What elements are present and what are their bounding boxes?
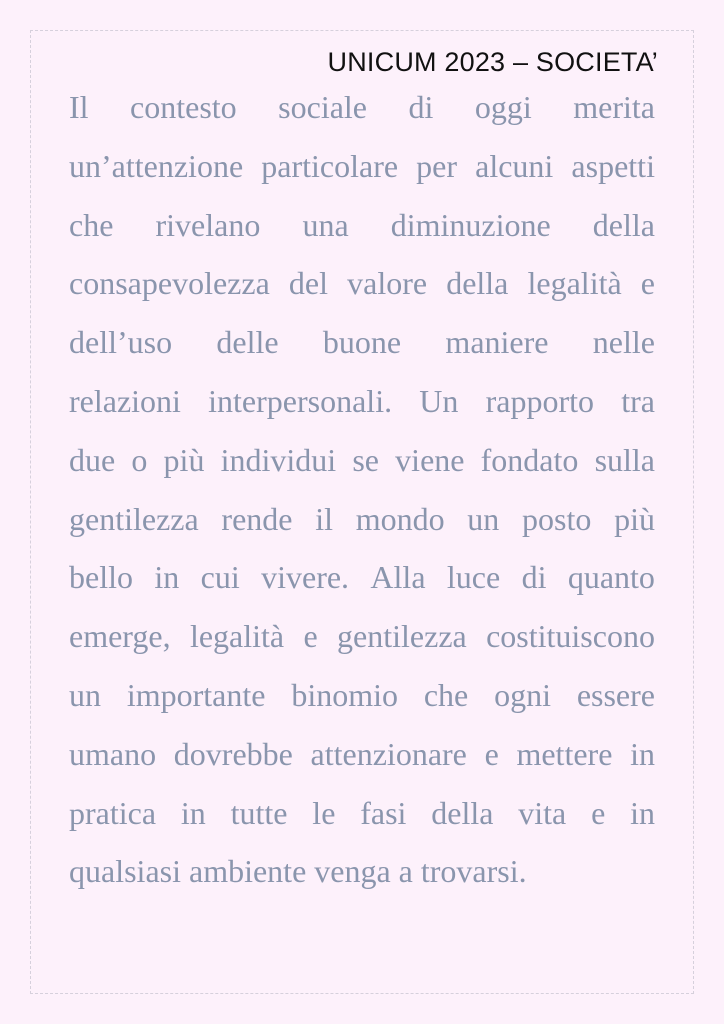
word: un bbox=[467, 500, 500, 537]
word: gentilezza bbox=[337, 618, 467, 655]
word: rivelano bbox=[155, 206, 261, 243]
word: fasi bbox=[360, 794, 407, 831]
word: fondato bbox=[480, 441, 579, 478]
paragraph-line bbox=[69, 548, 655, 607]
page-header-title: UNICUM 2023 – SOCIETA’ bbox=[327, 47, 658, 77]
word: alcuni bbox=[475, 147, 554, 184]
word: mondo bbox=[355, 500, 445, 537]
word: interpersonali. bbox=[208, 382, 393, 419]
word: aspetti bbox=[571, 147, 655, 184]
paragraph-line bbox=[69, 490, 655, 549]
word: dell’uso bbox=[69, 324, 173, 361]
word: e bbox=[591, 794, 606, 831]
paragraph-line-last: qualsiasi ambiente venga a trovarsi. bbox=[69, 853, 527, 890]
word: o bbox=[131, 441, 148, 478]
word: relazioni bbox=[69, 382, 181, 419]
word: sociale bbox=[278, 89, 367, 125]
word: maniere bbox=[445, 324, 549, 361]
word: importante bbox=[126, 676, 266, 713]
word: pratica bbox=[69, 794, 157, 831]
paragraph-line bbox=[69, 784, 655, 843]
word: del bbox=[288, 265, 328, 302]
word: buone bbox=[322, 324, 402, 361]
word: e bbox=[640, 265, 655, 302]
word: nelle bbox=[592, 324, 655, 361]
word: oggi bbox=[474, 89, 532, 125]
word: di bbox=[408, 89, 434, 125]
paragraph-line bbox=[69, 137, 655, 196]
word: legalità bbox=[189, 618, 285, 655]
word: luce bbox=[446, 559, 501, 596]
word: per bbox=[416, 147, 458, 184]
word: che bbox=[423, 676, 469, 713]
word: rende bbox=[221, 500, 293, 537]
word: ogni bbox=[494, 676, 551, 713]
paragraph-line bbox=[69, 372, 655, 431]
paragraph-line bbox=[69, 254, 655, 313]
word: della bbox=[592, 206, 655, 243]
word: il bbox=[315, 500, 333, 537]
word: diminuzione bbox=[390, 206, 551, 243]
word: legalità bbox=[527, 265, 622, 302]
word: emerge, bbox=[69, 618, 171, 655]
word: un’attenzione bbox=[69, 147, 244, 184]
word: vivere. bbox=[261, 559, 350, 596]
word: in bbox=[630, 735, 655, 772]
word: più bbox=[163, 441, 205, 478]
word: essere bbox=[576, 676, 655, 713]
word: un bbox=[69, 676, 101, 713]
word: vita bbox=[518, 794, 567, 831]
word: e bbox=[484, 735, 499, 772]
word: umano bbox=[69, 735, 157, 772]
word: binomio bbox=[291, 676, 398, 713]
word: Il bbox=[69, 89, 89, 125]
word: gentilezza bbox=[69, 500, 199, 537]
word: viene bbox=[395, 441, 465, 478]
word: quanto bbox=[567, 559, 655, 596]
word: in bbox=[180, 794, 206, 831]
word: delle bbox=[216, 324, 279, 361]
word: di bbox=[521, 559, 547, 596]
word: tutte bbox=[230, 794, 288, 831]
paragraph-line bbox=[69, 78, 655, 137]
word: posto bbox=[522, 500, 592, 537]
word: bello bbox=[69, 559, 133, 596]
word: attenzionare bbox=[310, 735, 467, 772]
word: particolare bbox=[261, 147, 399, 184]
word: rapporto bbox=[485, 382, 594, 419]
word: contesto bbox=[130, 89, 237, 125]
word: consapevolezza bbox=[69, 265, 270, 302]
word: individui bbox=[220, 441, 337, 478]
word: merita bbox=[573, 89, 655, 125]
word: sulla bbox=[594, 441, 655, 478]
word: mettere bbox=[516, 735, 613, 772]
word: costituiscono bbox=[486, 618, 655, 655]
word: della bbox=[446, 265, 509, 302]
paragraph-line bbox=[69, 607, 655, 666]
word: della bbox=[431, 794, 494, 831]
paragraph-line bbox=[69, 666, 655, 725]
word: in bbox=[154, 559, 180, 596]
word: più bbox=[614, 500, 655, 537]
word: le bbox=[312, 794, 336, 831]
paragraph-line bbox=[69, 431, 655, 490]
body-paragraph bbox=[69, 78, 655, 901]
paragraph-line bbox=[69, 196, 655, 255]
word: dovrebbe bbox=[173, 735, 293, 772]
paragraph-line bbox=[69, 725, 655, 784]
word: Un bbox=[419, 382, 459, 419]
paragraph-line bbox=[69, 313, 655, 372]
word: se bbox=[352, 441, 379, 478]
word: in bbox=[630, 794, 655, 831]
word: valore bbox=[347, 265, 428, 302]
word: Alla bbox=[370, 559, 426, 596]
word: una bbox=[302, 206, 349, 243]
word: due bbox=[69, 441, 116, 478]
word: tra bbox=[621, 382, 655, 419]
word: cui bbox=[200, 559, 240, 596]
word: che bbox=[69, 206, 114, 243]
word: e bbox=[303, 618, 318, 655]
